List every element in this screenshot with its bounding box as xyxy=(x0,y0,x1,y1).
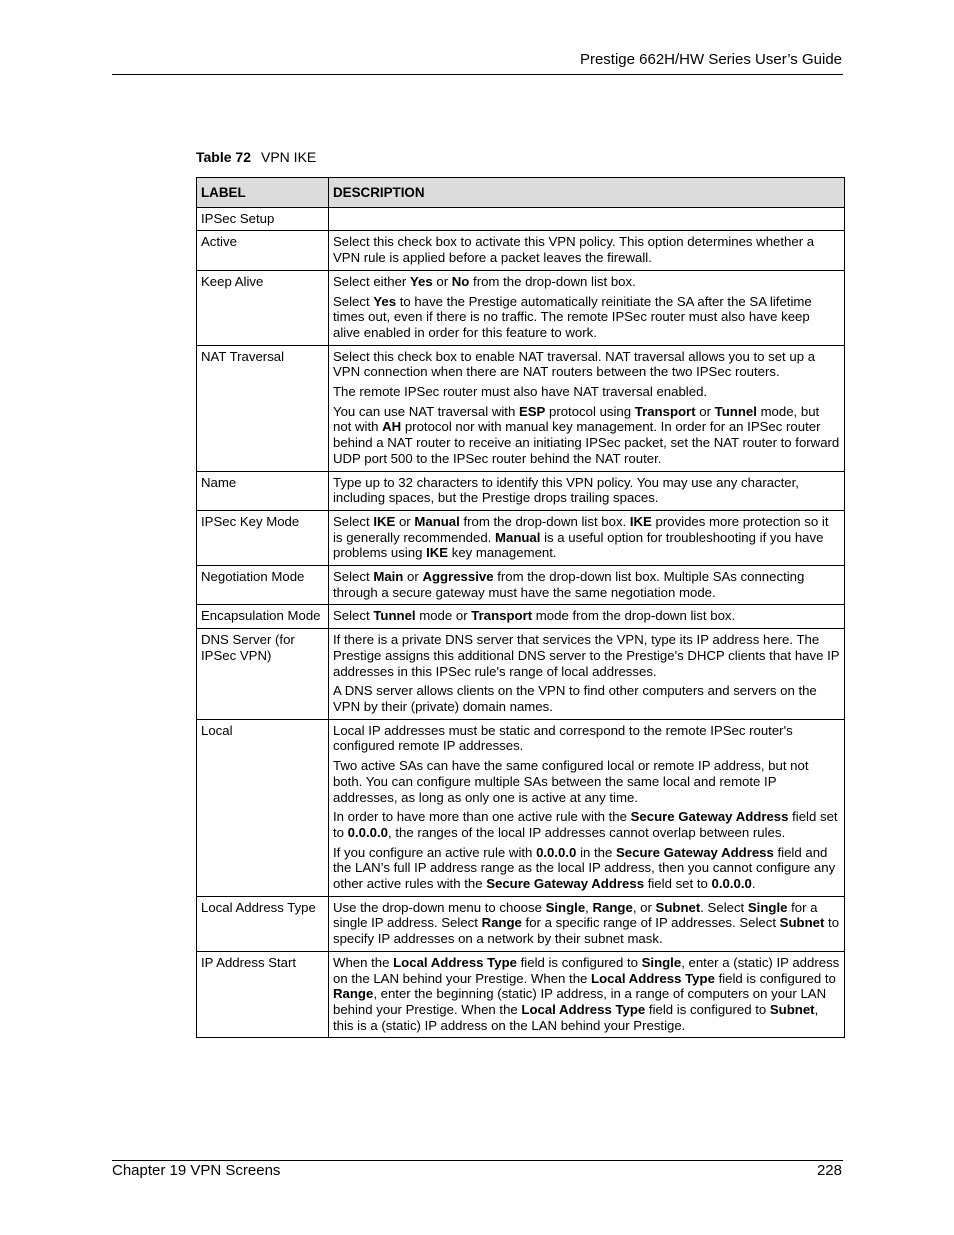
description-paragraph: Select this check box to activate this VPN policy. This option determines whether a VPN rule is applied before a packet leaves the firewall. xyxy=(333,234,815,266)
description-paragraph: If you configure an active rule with 0.0.0.0 in the Secure Gateway Address field and the LAN’s full IP address range as the local IP address, then you cannot configure any other active rules with the Secure Gateway Address field set to 0.0.0.0. xyxy=(333,844,836,892)
page-number: 228 xyxy=(816,1162,842,1179)
description-column-header: DESCRIPTION xyxy=(329,178,845,208)
description-paragraph: You can use NAT traversal with ESP protocol using Transport or Tunnel mode, but not with AH protocol nor with manual key management. In order for an IPSec router behind a NAT router to receive an initiating IPSec packet, set the NAT router to forward UDP port 500 to the IPSec router behind the NAT router. xyxy=(333,403,840,466)
row-description xyxy=(329,510,845,565)
row-description xyxy=(329,231,845,270)
description-paragraph: When the Local Address Type field is configured to Single, enter a (static) IP address on the LAN behind your Prestige. When the Local Address Type field is configured to Range, enter the beginning (static) IP address, in a range of computers on your LAN behind your Prestige. When the Local Address Type field is configured to Subnet, this is a (static) IP address on the LAN behind your Prestige. xyxy=(333,954,840,1033)
row-description xyxy=(329,471,845,510)
row-label: Active xyxy=(197,231,329,270)
description-paragraph: Select either Yes or No from the drop-down list box. xyxy=(333,273,636,289)
footer-rule xyxy=(112,1160,843,1161)
row-label: IP Address Start xyxy=(197,951,329,1038)
table-row xyxy=(197,951,845,1038)
description-paragraph: Select Main or Aggressive from the drop-down list box. Multiple SAs connecting through a secure gateway must have the same negotiation mode. xyxy=(333,569,805,600)
description-paragraph: Two active SAs can have the same configured local or remote IP address, but not both. You can configure multiple SAs between the same local and remote IP addresses, as long as only one is active at any time. xyxy=(333,758,809,805)
running-header-title: Prestige 662H/HW Series User’s Guide xyxy=(579,51,842,68)
vpn-ike-table xyxy=(196,177,845,1038)
table-row xyxy=(197,207,845,231)
row-label: Keep Alive xyxy=(197,270,329,345)
table-number: Table 72 xyxy=(196,149,251,165)
table-row xyxy=(197,896,845,951)
table-row xyxy=(197,566,845,605)
table-row xyxy=(197,471,845,510)
row-label: IPSec Setup xyxy=(197,207,329,231)
row-description xyxy=(329,345,845,471)
row-description xyxy=(329,270,845,345)
row-description xyxy=(329,629,845,720)
description-paragraph: Select this check box to enable NAT traversal. NAT traversal allows you to set up a VPN connection when there are NAT routers between the two IPSec routers. xyxy=(333,348,816,380)
row-label: Local xyxy=(197,719,329,896)
row-label: NAT Traversal xyxy=(197,345,329,471)
row-description xyxy=(329,896,845,951)
description-paragraph: Use the drop-down menu to choose Single, Range, or Subnet. Select Single for a single IP address. Select Range for a specific range of IP addresses. Select Subnet to specify IP addresses on a network by their subnet mask. xyxy=(333,899,840,947)
label-column-header: LABEL xyxy=(197,178,329,208)
table-row xyxy=(197,231,845,270)
row-label: Local Address Type xyxy=(197,896,329,951)
table-caption xyxy=(196,149,316,165)
row-description xyxy=(329,605,845,629)
description-paragraph: If there is a private DNS server that services the VPN, type its IP address here. The Prestige assigns this additional DNS server to the Prestige's DHCP clients that have IP addresses in this IPSec rule's range of local addresses. xyxy=(333,632,840,679)
header-rule xyxy=(112,74,843,75)
table-row xyxy=(197,345,845,471)
description-paragraph: Select Yes to have the Prestige automatically reinitiate the SA after the SA lifetime times out, even if there is no traffic. The remote IPSec router must also have keep alive enabled in order for this feature to work. xyxy=(333,293,812,340)
row-label: Encapsulation Mode xyxy=(197,605,329,629)
table-row xyxy=(197,270,845,345)
row-description xyxy=(329,719,845,896)
table-row xyxy=(197,510,845,565)
description-paragraph: Local IP addresses must be static and correspond to the remote IPSec router's configured remote IP addresses. xyxy=(333,722,793,754)
row-label: Negotiation Mode xyxy=(197,566,329,605)
row-label: Name xyxy=(197,471,329,510)
table-row xyxy=(197,605,845,629)
table-row xyxy=(197,629,845,720)
footer-chapter: Chapter 19 VPN Screens xyxy=(112,1162,281,1179)
description-paragraph: In order to have more than one active rule with the Secure Gateway Address field set to 0.0.0.0, the ranges of the local IP addresses cannot overlap between rules. xyxy=(333,809,838,840)
row-description xyxy=(329,951,845,1038)
row-label: IPSec Key Mode xyxy=(197,510,329,565)
description-paragraph: Type up to 32 characters to identify this VPN policy. You may use any character, including spaces, but the Prestige drops trailing spaces. xyxy=(333,474,799,506)
row-description xyxy=(329,566,845,605)
description-paragraph: The remote IPSec router must also have NAT traversal enabled. xyxy=(333,384,708,400)
row-label: DNS Server (for IPSec VPN) xyxy=(197,629,329,720)
description-paragraph: Select Tunnel mode or Transport mode from the drop-down list box. xyxy=(333,608,736,624)
row-description xyxy=(329,207,845,231)
table-row xyxy=(197,719,845,896)
table-header-row xyxy=(197,178,845,208)
description-paragraph: A DNS server allows clients on the VPN to find other computers and servers on the VPN by their (private) domain names. xyxy=(333,683,817,714)
description-paragraph: Select IKE or Manual from the drop-down list box. IKE provides more protection so it is generally recommended. Manual is a useful option for troubleshooting if you have problems using IKE key management. xyxy=(333,513,829,561)
table-title: VPN IKE xyxy=(261,149,317,165)
table-body xyxy=(197,207,845,1038)
